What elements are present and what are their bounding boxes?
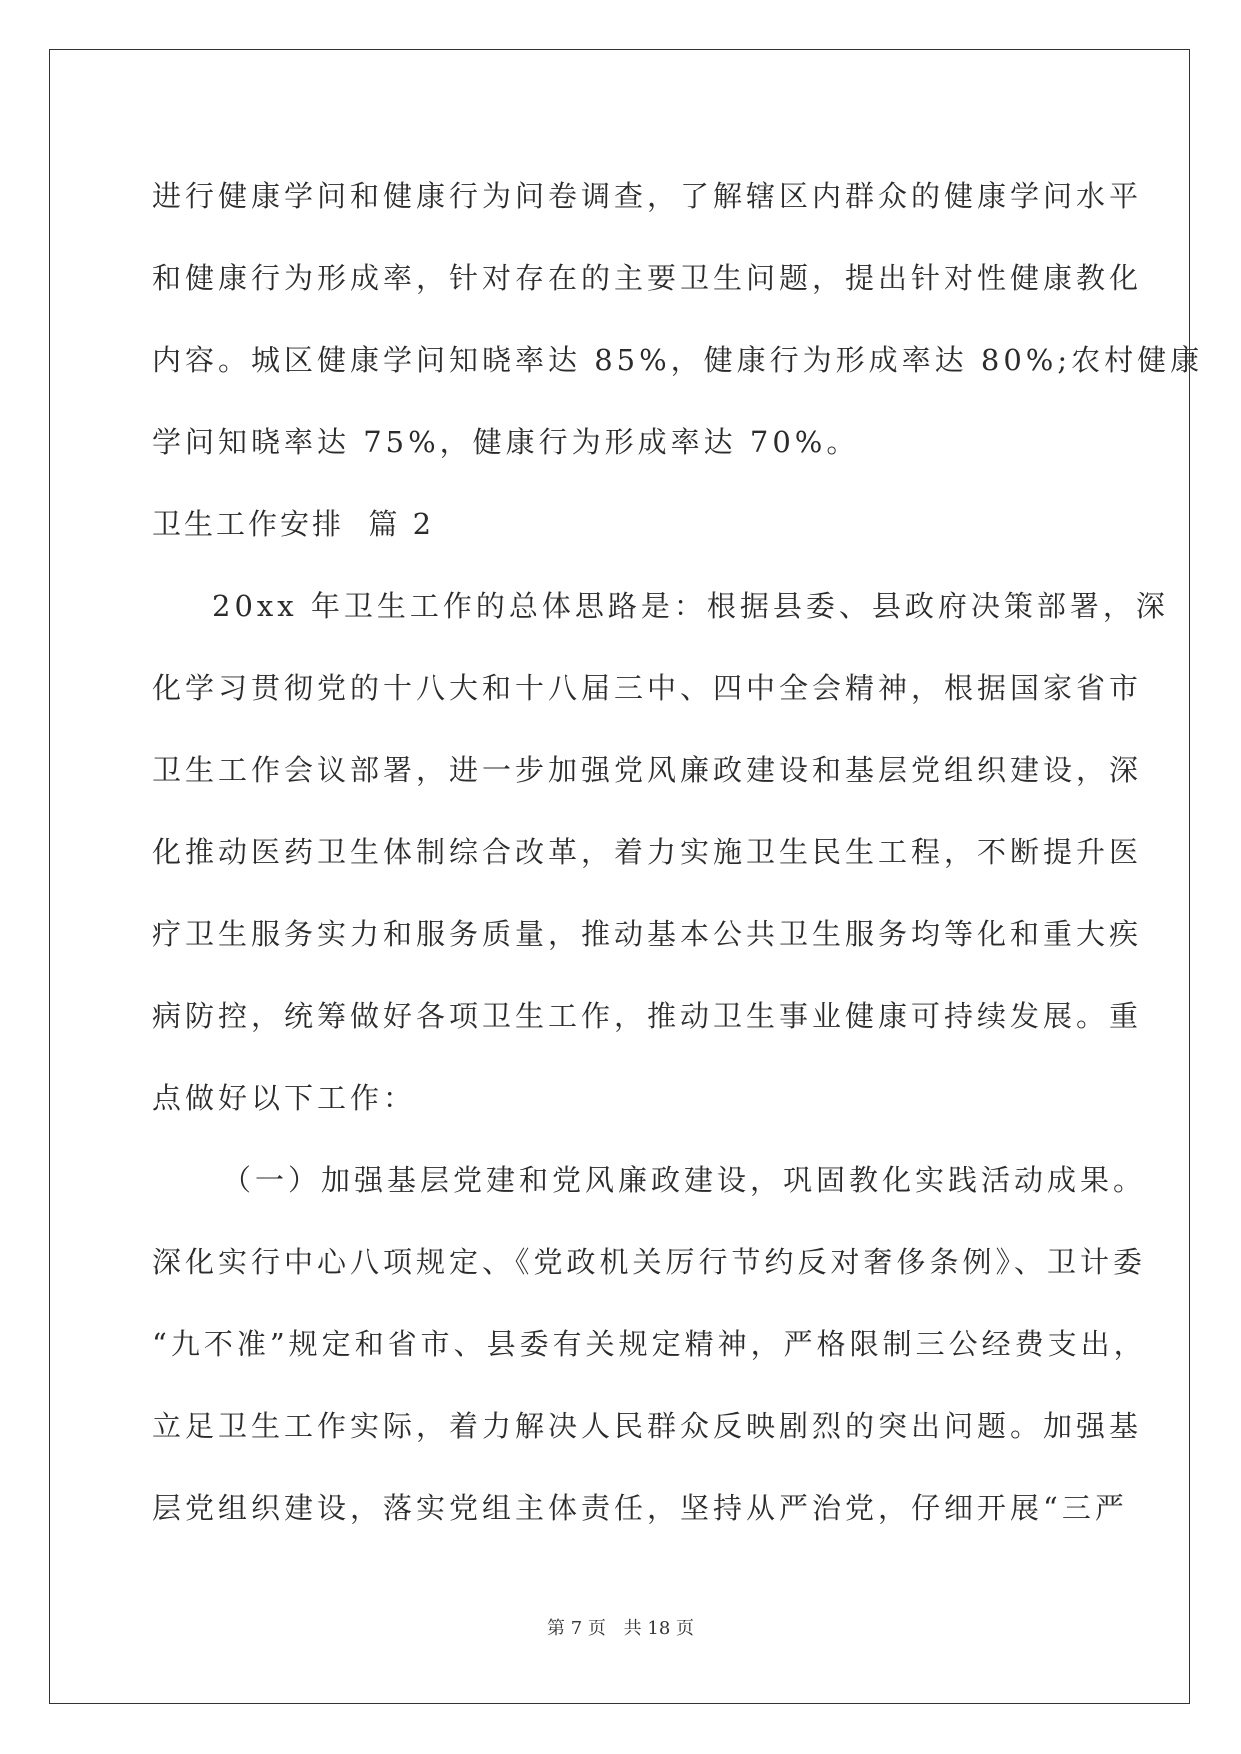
- text-line: 和健康行为形成率，针对存在的主要卫生问题，提出针对性健康教化: [152, 261, 1143, 295]
- text-line: 层党组织建设，落实党组主体责任，坚持从严治党，仔细开展“三严: [152, 1491, 1128, 1525]
- page-footer: [0, 1614, 1241, 1640]
- text-line: 化学习贯彻党的十八大和十八届三中、四中全会精神，根据国家省市: [152, 671, 1143, 705]
- text-line: 病防控，统筹做好各项卫生工作，推动卫生事业健康可持续发展。重: [152, 999, 1143, 1033]
- paragraph-party-building: [152, 1139, 1147, 1549]
- text-line: “九不准”规定和省市、县委有关规定精神，严格限制三公经费支出，: [152, 1327, 1147, 1361]
- text-line: 学问知晓率达 75%，健康行为形成率达 70%。: [152, 425, 860, 459]
- paragraph-health-survey: [152, 155, 1204, 483]
- text-line: 20xx 年卫生工作的总体思路是：根据县委、县政府决策部署，深: [212, 589, 1169, 623]
- text-line: 化推动医药卫生体制综合改革，着力实施卫生民生工程，不断提升医: [152, 835, 1143, 869]
- text-line: 立足卫生工作实际，着力解决人民群众反映剧烈的突出问题。加强基: [152, 1409, 1143, 1443]
- paragraph-overall-approach: [152, 565, 1169, 1139]
- text-line: 疗卫生服务实力和服务质量，推动基本公共卫生服务均等化和重大疾: [152, 917, 1143, 951]
- text-line: 卫生工作会议部署，进一步加强党风廉政建设和基层党组织建设，深: [152, 753, 1143, 787]
- text-line: 内容。城区健康学问知晓率达 85%，健康行为形成率达 80%;农村健康: [152, 343, 1204, 377]
- page-number-total: 共 18 页: [623, 1618, 694, 1639]
- document-body: [152, 155, 1204, 1549]
- text-line: 深化实行中心八项规定、《党政机关厉行节约反对奢侈条例》、卫计委: [152, 1245, 1147, 1279]
- section-heading: 卫生工作安排 篇 2: [152, 507, 435, 541]
- text-line: （一）加强基层党建和党风廉政建设，巩固教化实践活动成果。: [222, 1163, 1147, 1197]
- page-number-current: 第 7 页: [547, 1618, 606, 1639]
- text-line: 点做好以下工作：: [152, 1081, 417, 1115]
- text-line: 进行健康学问和健康行为问卷调查，了解辖区内群众的健康学问水平: [152, 179, 1143, 213]
